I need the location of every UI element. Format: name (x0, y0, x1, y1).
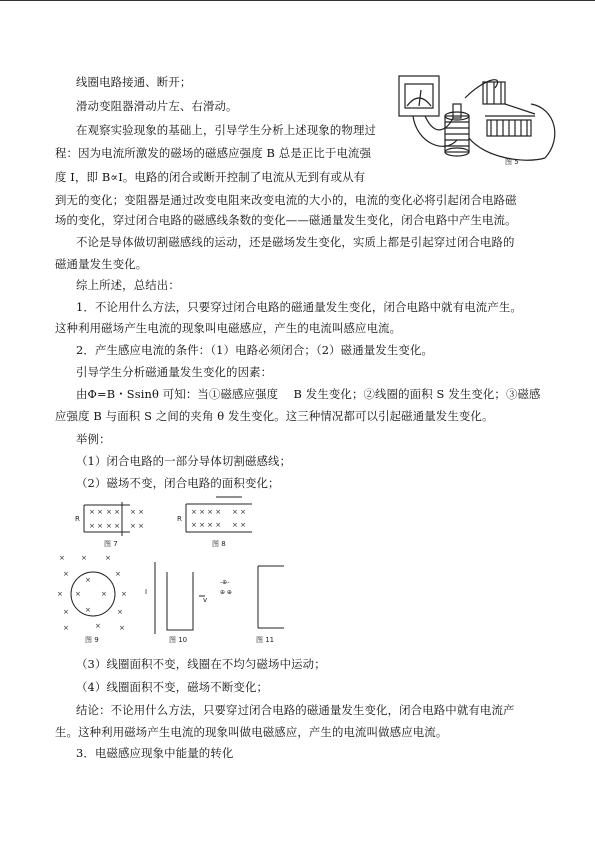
svg-text:×: × (85, 576, 91, 584)
svg-text:×: × (59, 554, 65, 562)
text-line: 滑动变阻器滑动片左、右滑动。 (76, 99, 238, 113)
figure-label: 图 7 (104, 540, 118, 548)
text-line: 结论：不论用什么方法，只要穿过闭合电路的磁通量发生变化，闭合电路中就有电流产 (76, 703, 515, 717)
text-line: 3．电磁感应现象中能量的转化 (76, 746, 234, 760)
fig11-diagram (218, 556, 288, 644)
figure-label: 图 5 (505, 158, 519, 166)
svg-text:×: × (63, 570, 69, 578)
svg-text:×: × (121, 590, 127, 598)
svg-text:×: × (95, 622, 101, 630)
text-line: 这种利用磁场产生电流的现象叫电磁感应，产生的电流叫感应电流。 (55, 321, 402, 335)
text-line: 生。这种利用磁场产生电流的现象叫做电磁感应，产生的电流叫做感应电流。 (55, 725, 448, 739)
page-top-border (0, 0, 595, 1)
svg-text:×: × (117, 608, 123, 616)
current-label: I (145, 588, 148, 596)
text-line: 线圈电路接通、断开； (76, 75, 192, 89)
figure-label: 图 11 (256, 636, 275, 644)
svg-text:× ×: × × (89, 522, 103, 530)
svg-text:×: × (81, 554, 87, 562)
fig10-diagram (143, 558, 223, 644)
text-line: 到无的变化；变阻器是通过改变电阻来改变电流的大小的，电流的变化必将引起闭合电路磁 (55, 193, 517, 207)
text-line: 度 I，即 B∝I。电路的闭合或断开控制了电流从无到有或从有 (55, 170, 366, 184)
svg-text:× ×: × × (130, 522, 144, 530)
figure-label: 图 8 (212, 540, 226, 548)
apparatus-figure (395, 68, 565, 176)
fig7-diagram (74, 500, 156, 550)
text-line: 程：因为电流所激发的磁场的磁感应强度 B 总是正比于电流强 (55, 146, 372, 160)
svg-text:×: × (63, 624, 69, 632)
text-line: 综上所述，总结出： (76, 278, 180, 292)
text-line: 在观察实验现象的基础上，引导学生分析上述现象的物理过 (76, 123, 377, 137)
figure-label: 图 9 (85, 636, 99, 644)
svg-text:× ×: × × (130, 508, 144, 516)
text-line: 引导学生分析磁通量发生变化的因素： (76, 365, 273, 379)
svg-text:× × × ×: × × × × (191, 508, 222, 516)
text-line: 不论是导体做切割磁感线的运动，还是磁场发生变化，实质上都是引起穿过闭合电路的 (76, 235, 515, 249)
text-line: （3）线圈面积不变，线圈在不均匀磁场中运动； (76, 657, 326, 671)
svg-text:× ×: × × (89, 508, 103, 516)
text-line: 举例： (76, 432, 111, 446)
svg-text:×: × (57, 590, 63, 598)
svg-text:× × × ×: × × × × (191, 521, 222, 529)
text-line: 场的变化，穿过闭合电路的磁感线条数的变化——磁通量发生变化，闭合电路中产生电流。 (55, 213, 517, 227)
svg-text:× ×: × × (232, 508, 246, 516)
svg-text:×: × (63, 608, 69, 616)
svg-text:× ×: × × (232, 521, 246, 529)
svg-text:×: × (101, 590, 107, 598)
svg-text:×: × (85, 606, 91, 614)
text-line: 应强度 B 与面积 S 之间的夹角 θ 发生变化。这三种情况都可以引起磁通量发生变化。 (55, 409, 494, 423)
text-line: （4）线圈面积不变，磁场不断变化； (76, 680, 269, 694)
resistor-label: R (75, 515, 80, 523)
svg-text:⊕ ⊕: ⊕ ⊕ (220, 589, 232, 596)
text-line: 2．产生感应电流的条件：（1）电路必须闭合；（2）磁通量发生变化。 (76, 343, 434, 357)
text-line: （2）磁场不变，闭合电路的面积变化； (76, 476, 280, 490)
svg-text:×: × (119, 624, 125, 632)
svg-text:×: × (105, 554, 111, 562)
svg-text:× ×: × × (106, 508, 120, 516)
fig9-diagram (55, 552, 135, 644)
svg-text:-⊕-: -⊕- (220, 579, 230, 586)
text-line: （1）闭合电路的一部分导体切割磁感线； (76, 454, 292, 468)
velocity-label: v (203, 596, 208, 604)
svg-text:×: × (115, 570, 121, 578)
resistor-label: R (177, 515, 182, 523)
text-line: 由Φ=B・Ssinθ 可知：当①磁感应强度 B 发生变化；②线圈的面积 S 发生变化；③磁感 (76, 387, 541, 401)
text-line: 磁通量发生变化。 (55, 257, 148, 271)
figure-label: 图 10 (169, 636, 188, 644)
svg-text:×: × (75, 590, 81, 598)
text-line: 1．不论用什么方法，只要穿过闭合电路的磁通量发生变化，闭合电路中就有电流产生。 (76, 300, 522, 314)
fig8-diagram (176, 494, 266, 550)
svg-text:× ×: × × (106, 522, 120, 530)
